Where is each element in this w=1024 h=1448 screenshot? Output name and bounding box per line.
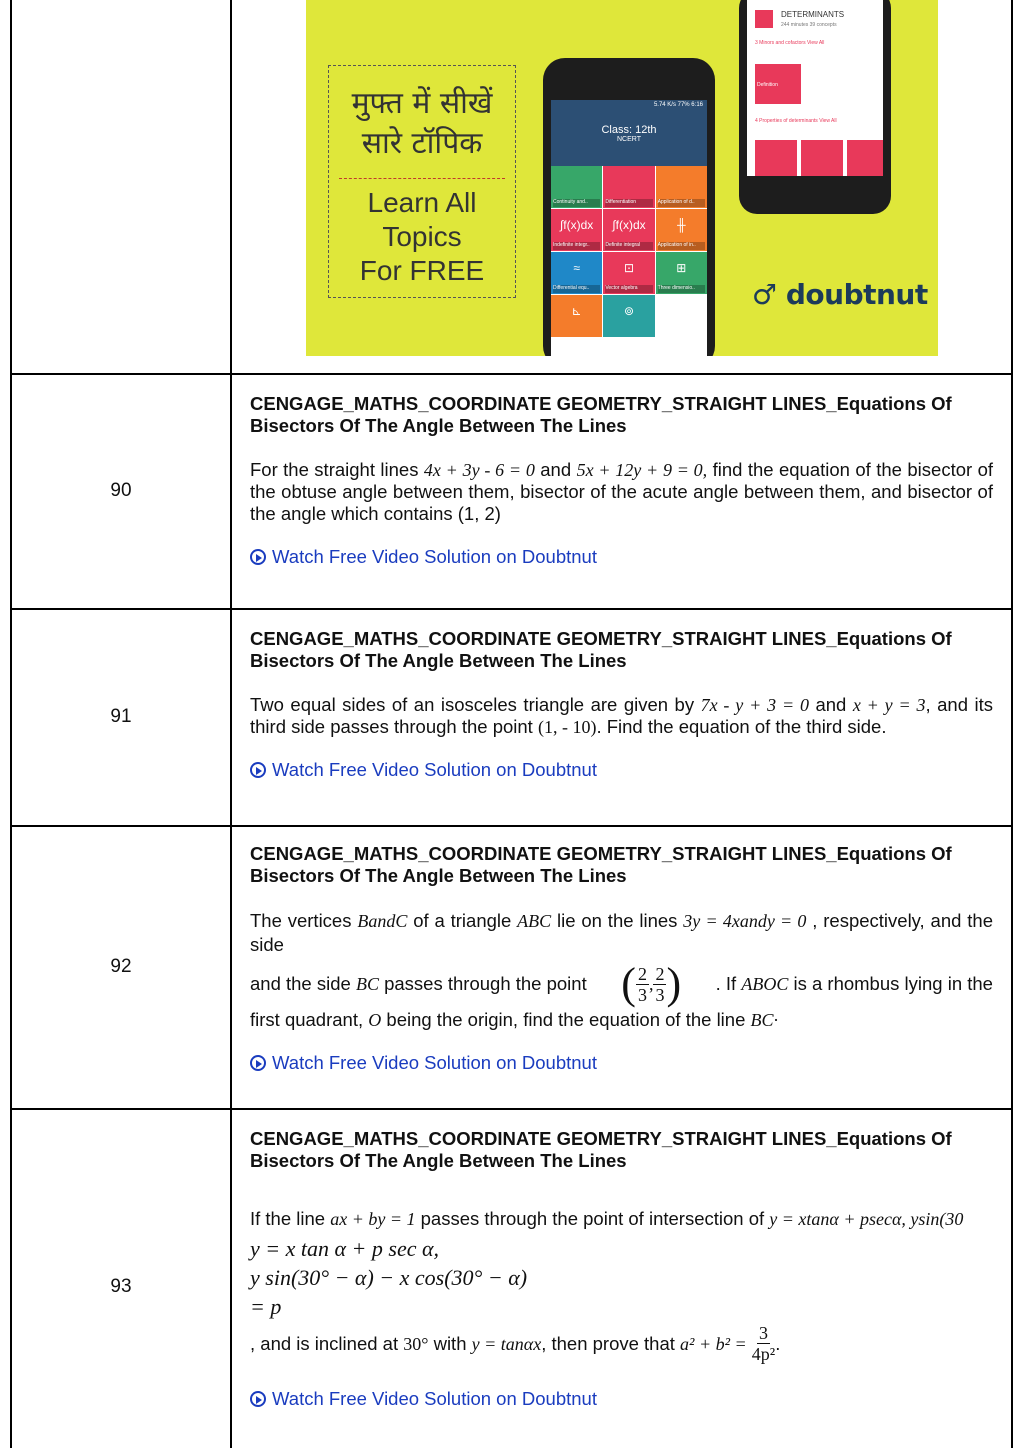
table-border-middle — [230, 0, 232, 1448]
determinants-card — [755, 140, 797, 176]
question-text: and the side BC passes through the point ( $\frac{2}{3}$ , $\frac{2}{3}$ ) . If ABOC is a rhombus lying in the — [250, 959, 993, 1008]
question-text: , and is inclined at 30° with y = tanαx , then prove that a² + b² = $\frac{3}{\text{4p²}}$ . — [250, 1323, 781, 1364]
fraction: $\frac{3}{\text{4p²}}$ — [751, 1323, 776, 1364]
fraction: $\frac{2}{3}$ — [637, 963, 647, 1005]
determinants-icon — [755, 10, 773, 28]
english-promo-text: Learn All Topics For FREE — [359, 187, 485, 286]
topic-tile: ⊚ — [603, 295, 654, 337]
promo-text-box — [328, 65, 516, 298]
question-heading: CENGAGE_MATHS_COORDINATE GEOMETRY_STRAIGHT LINES_Equations Of Bisectors Of The Angle Between The Lines — [250, 628, 952, 671]
right-paren: ) — [666, 959, 682, 1008]
question-number: 93 — [110, 1276, 132, 1297]
phone-status-bar: 5.74 K/s 77% 6:16 — [551, 100, 707, 110]
left-paren: ( — [621, 959, 636, 1008]
determinants-subtitle: 244 minutes 39 concepts — [781, 22, 837, 28]
question-heading: CENGAGE_MATHS_COORDINATE GEOMETRY_STRAIGHT LINES_Equations Of Bisectors Of The Angle Between The Lines — [250, 1128, 952, 1171]
row-divider — [10, 1108, 1013, 1110]
watch-video-link[interactable]: Watch Free Video Solution on Doubtnut — [250, 759, 993, 781]
watch-video-link[interactable]: Watch Free Video Solution on Doubtnut — [250, 1052, 993, 1074]
row-divider — [10, 825, 1013, 827]
question-text: For the straight lines 4x + 3y - 6 = 0 and 5x + 12y + 9 = 0, find the equation of the bisector of the obtuse angle between them, bisector of the acute angle between them, and bisector of the angle which contains (1, 2) — [250, 459, 994, 524]
topic-tile: Application of d.. — [656, 166, 707, 208]
topic-tile: Continuity and.. — [551, 166, 602, 208]
doubtnut-ad-banner[interactable] — [306, 0, 938, 356]
row-divider — [10, 373, 1013, 375]
question-number: 90 — [110, 480, 132, 501]
question-cell — [250, 1128, 993, 1410]
topic-tile — [656, 295, 707, 337]
phone-screen-back — [747, 0, 883, 176]
row-divider — [10, 608, 1013, 610]
determinants-row: 4 Properties of determinants View All — [755, 118, 837, 124]
play-icon — [250, 762, 266, 778]
topic-tile: ╫ Application of in.. — [656, 209, 707, 251]
fraction: $\frac{2}{3}$ — [655, 963, 665, 1005]
topic-tile: ⊞ Three dimensio.. — [656, 252, 707, 294]
question-number: 91 — [110, 706, 132, 727]
topic-tile-grid — [551, 166, 707, 337]
phone-screen-front — [551, 100, 707, 356]
question-text: If the line ax + by = 1 passes through the point of intersection of y = xtanα + psecα, ysin(30 — [250, 1208, 964, 1229]
question-cell — [250, 628, 993, 781]
question-text: first quadrant, O being the origin, find the equation of the line BC· — [250, 1009, 779, 1030]
question-text: The vertices BandC of a triangle ABC lie on the lines 3y = 4xandy = 0 , respectively, and the side — [250, 910, 993, 955]
watch-video-link[interactable]: Watch Free Video Solution on Doubtnut — [250, 546, 993, 568]
topic-tile: ∫f(x)dx Indefinite integr.. — [551, 209, 602, 251]
determinants-card: Definition — [755, 64, 801, 104]
determinants-row: 3 Minors and cofactors View All — [755, 40, 825, 46]
play-icon — [250, 1055, 266, 1071]
play-icon — [250, 1391, 266, 1407]
table-border-right — [1011, 0, 1013, 1448]
watch-video-link[interactable]: Watch Free Video Solution on Doubtnut — [250, 1388, 993, 1410]
topic-tile: ∫f(x)dx Definite integral — [603, 209, 654, 251]
phone-class-header: Class: 12th NCERT — [551, 110, 707, 166]
promo-divider — [339, 178, 505, 179]
display-equation: y = x tan α + p sec α, y sin(30° − α) − x cos(30° − α) = p — [250, 1236, 528, 1319]
question-heading: CENGAGE_MATHS_COORDINATE GEOMETRY_STRAIGHT LINES_Equations Of Bisectors Of The Angle Between The Lines — [250, 843, 952, 886]
question-number: 92 — [110, 956, 132, 977]
question-cell — [250, 843, 993, 1074]
determinants-title: DETERMINANTS — [781, 10, 845, 19]
hindi-promo-text: मुफ्त में सीखें सारे टॉपिक — [351, 86, 493, 161]
topic-tile: Differentiation — [603, 166, 654, 208]
determinants-card — [801, 140, 843, 176]
play-icon — [250, 549, 266, 565]
determinants-card — [847, 140, 883, 176]
topic-tile: ≈ Differential equ.. — [551, 252, 602, 294]
question-cell — [250, 393, 993, 568]
question-heading: CENGAGE_MATHS_COORDINATE GEOMETRY_STRAIGHT LINES_Equations Of Bisectors Of The Angle Between The Lines — [250, 393, 952, 436]
question-text: Two equal sides of an isosceles triangle are given by 7x - y + 3 = 0 and x + y = 3, and its third side passes through the point (1, - 10). Find the equation of the third side. — [250, 694, 993, 737]
doubtnut-logo: ♂ doubtnut — [752, 278, 928, 311]
topic-tile: ⊾ — [551, 295, 602, 337]
topic-tile: ⊡ Vector algebra — [603, 252, 654, 294]
